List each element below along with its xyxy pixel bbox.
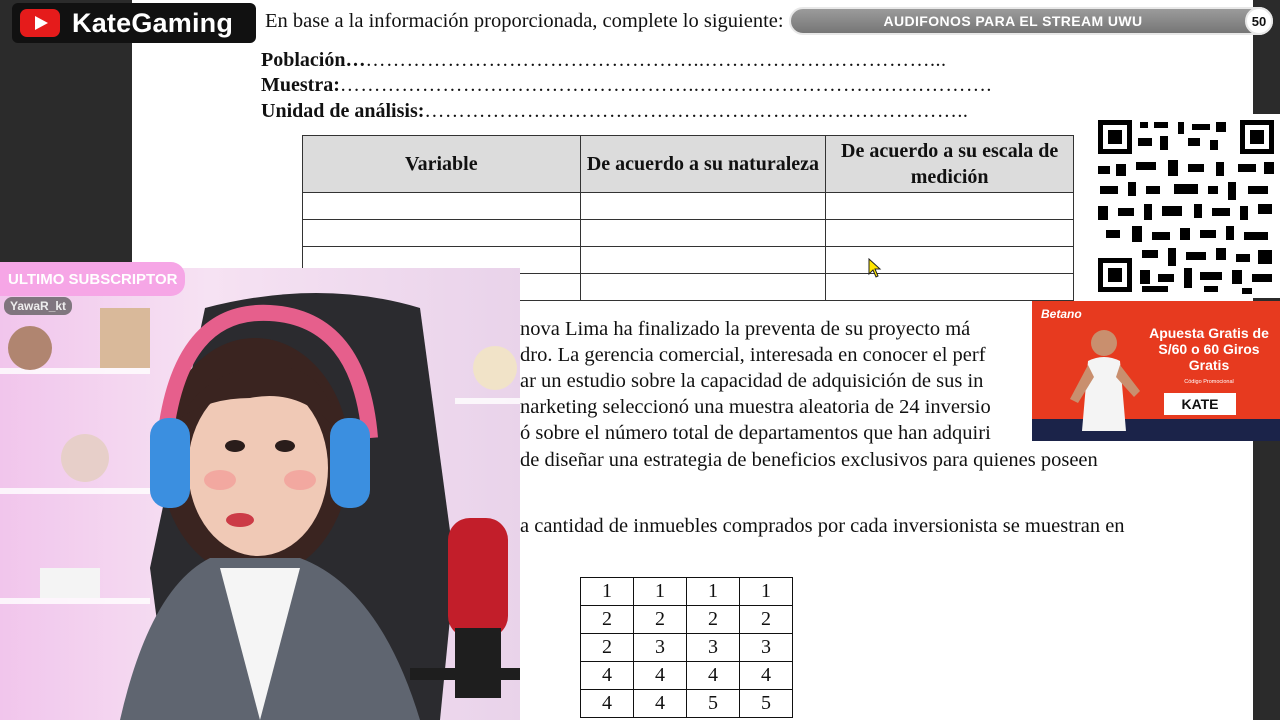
goal-label: AUDIFONOS PARA EL STREAM UWU — [883, 13, 1143, 29]
doc-intro: En base a la información proporcionada, complete lo siguiente: — [265, 10, 784, 32]
table-row: 2 3 3 3 — [581, 634, 793, 662]
field-unidad-analisis — [261, 100, 968, 123]
table-row: 1 1 1 1 — [581, 578, 793, 606]
field-poblacion — [261, 49, 946, 72]
channel-badge — [12, 3, 256, 43]
last-subscriber-label: ULTIMO SUBSCRIPTOR — [0, 262, 185, 296]
table-row — [303, 220, 1074, 247]
mouse-cursor-icon — [868, 258, 882, 278]
paragraph-line: narketing seleccionó una muestra aleatoria de 24 inversio — [520, 396, 991, 418]
betano-ad-banner[interactable] — [1032, 301, 1280, 441]
paragraph-line: de diseñar una estrategia de beneficios exclusivos para quienes poseen — [520, 449, 1098, 471]
field-dots: …………………………………………..……………………………... — [365, 49, 947, 71]
field-label: Unidad de análisis: — [261, 100, 425, 122]
webcam-scene — [0, 268, 520, 720]
ad-brand: Betano — [1041, 307, 1082, 321]
paragraph-line: a cantidad de inmuebles comprados por cada inversionista se muestran en — [520, 515, 1125, 537]
header-escala: De acuerdo a su escala de medición — [826, 136, 1074, 193]
goal-count: 50 — [1245, 7, 1273, 35]
table-row: 4 4 5 5 — [581, 690, 793, 718]
field-label: Muestra: — [261, 74, 340, 96]
paragraph-line: dro. La gerencia comercial, interesada en conocer el perf — [520, 344, 986, 366]
youtube-logo-icon — [20, 9, 60, 37]
header-naturaleza: De acuerdo a su naturaleza — [580, 136, 826, 193]
webcam-feed — [0, 268, 520, 720]
table-row: 4 4 4 4 — [581, 662, 793, 690]
ad-headline: Apuesta Gratis de S/60 o 60 Giros Gratis — [1149, 325, 1269, 373]
table-row — [303, 193, 1074, 220]
goal-bar — [789, 7, 1273, 35]
field-muestra — [261, 74, 992, 97]
paragraph-line: nova Lima ha finalizado la preventa de su proyecto má — [520, 318, 971, 340]
athlete-figure — [1052, 321, 1148, 441]
ad-promo-code: KATE — [1164, 393, 1236, 415]
field-dots: ……………………………………………..……………………………………. — [339, 74, 992, 96]
field-label: Población… — [261, 49, 366, 71]
table-row: 2 2 2 2 — [581, 606, 793, 634]
last-subscriber-name: YawaR_kt — [4, 297, 72, 315]
channel-name: KateGaming — [72, 7, 234, 38]
paragraph-line: ar un estudio sobre la capacidad de adquisición de sus in — [520, 370, 984, 392]
data-table — [580, 577, 793, 718]
paragraph-line: ó sobre el número total de departamentos que han adquiri — [520, 422, 991, 444]
header-variable: Variable — [303, 136, 581, 193]
ad-code-label: Código Promocional — [1184, 379, 1234, 385]
qr-code — [1092, 114, 1280, 298]
field-dots: …………………………………………………………………….. — [424, 100, 969, 122]
